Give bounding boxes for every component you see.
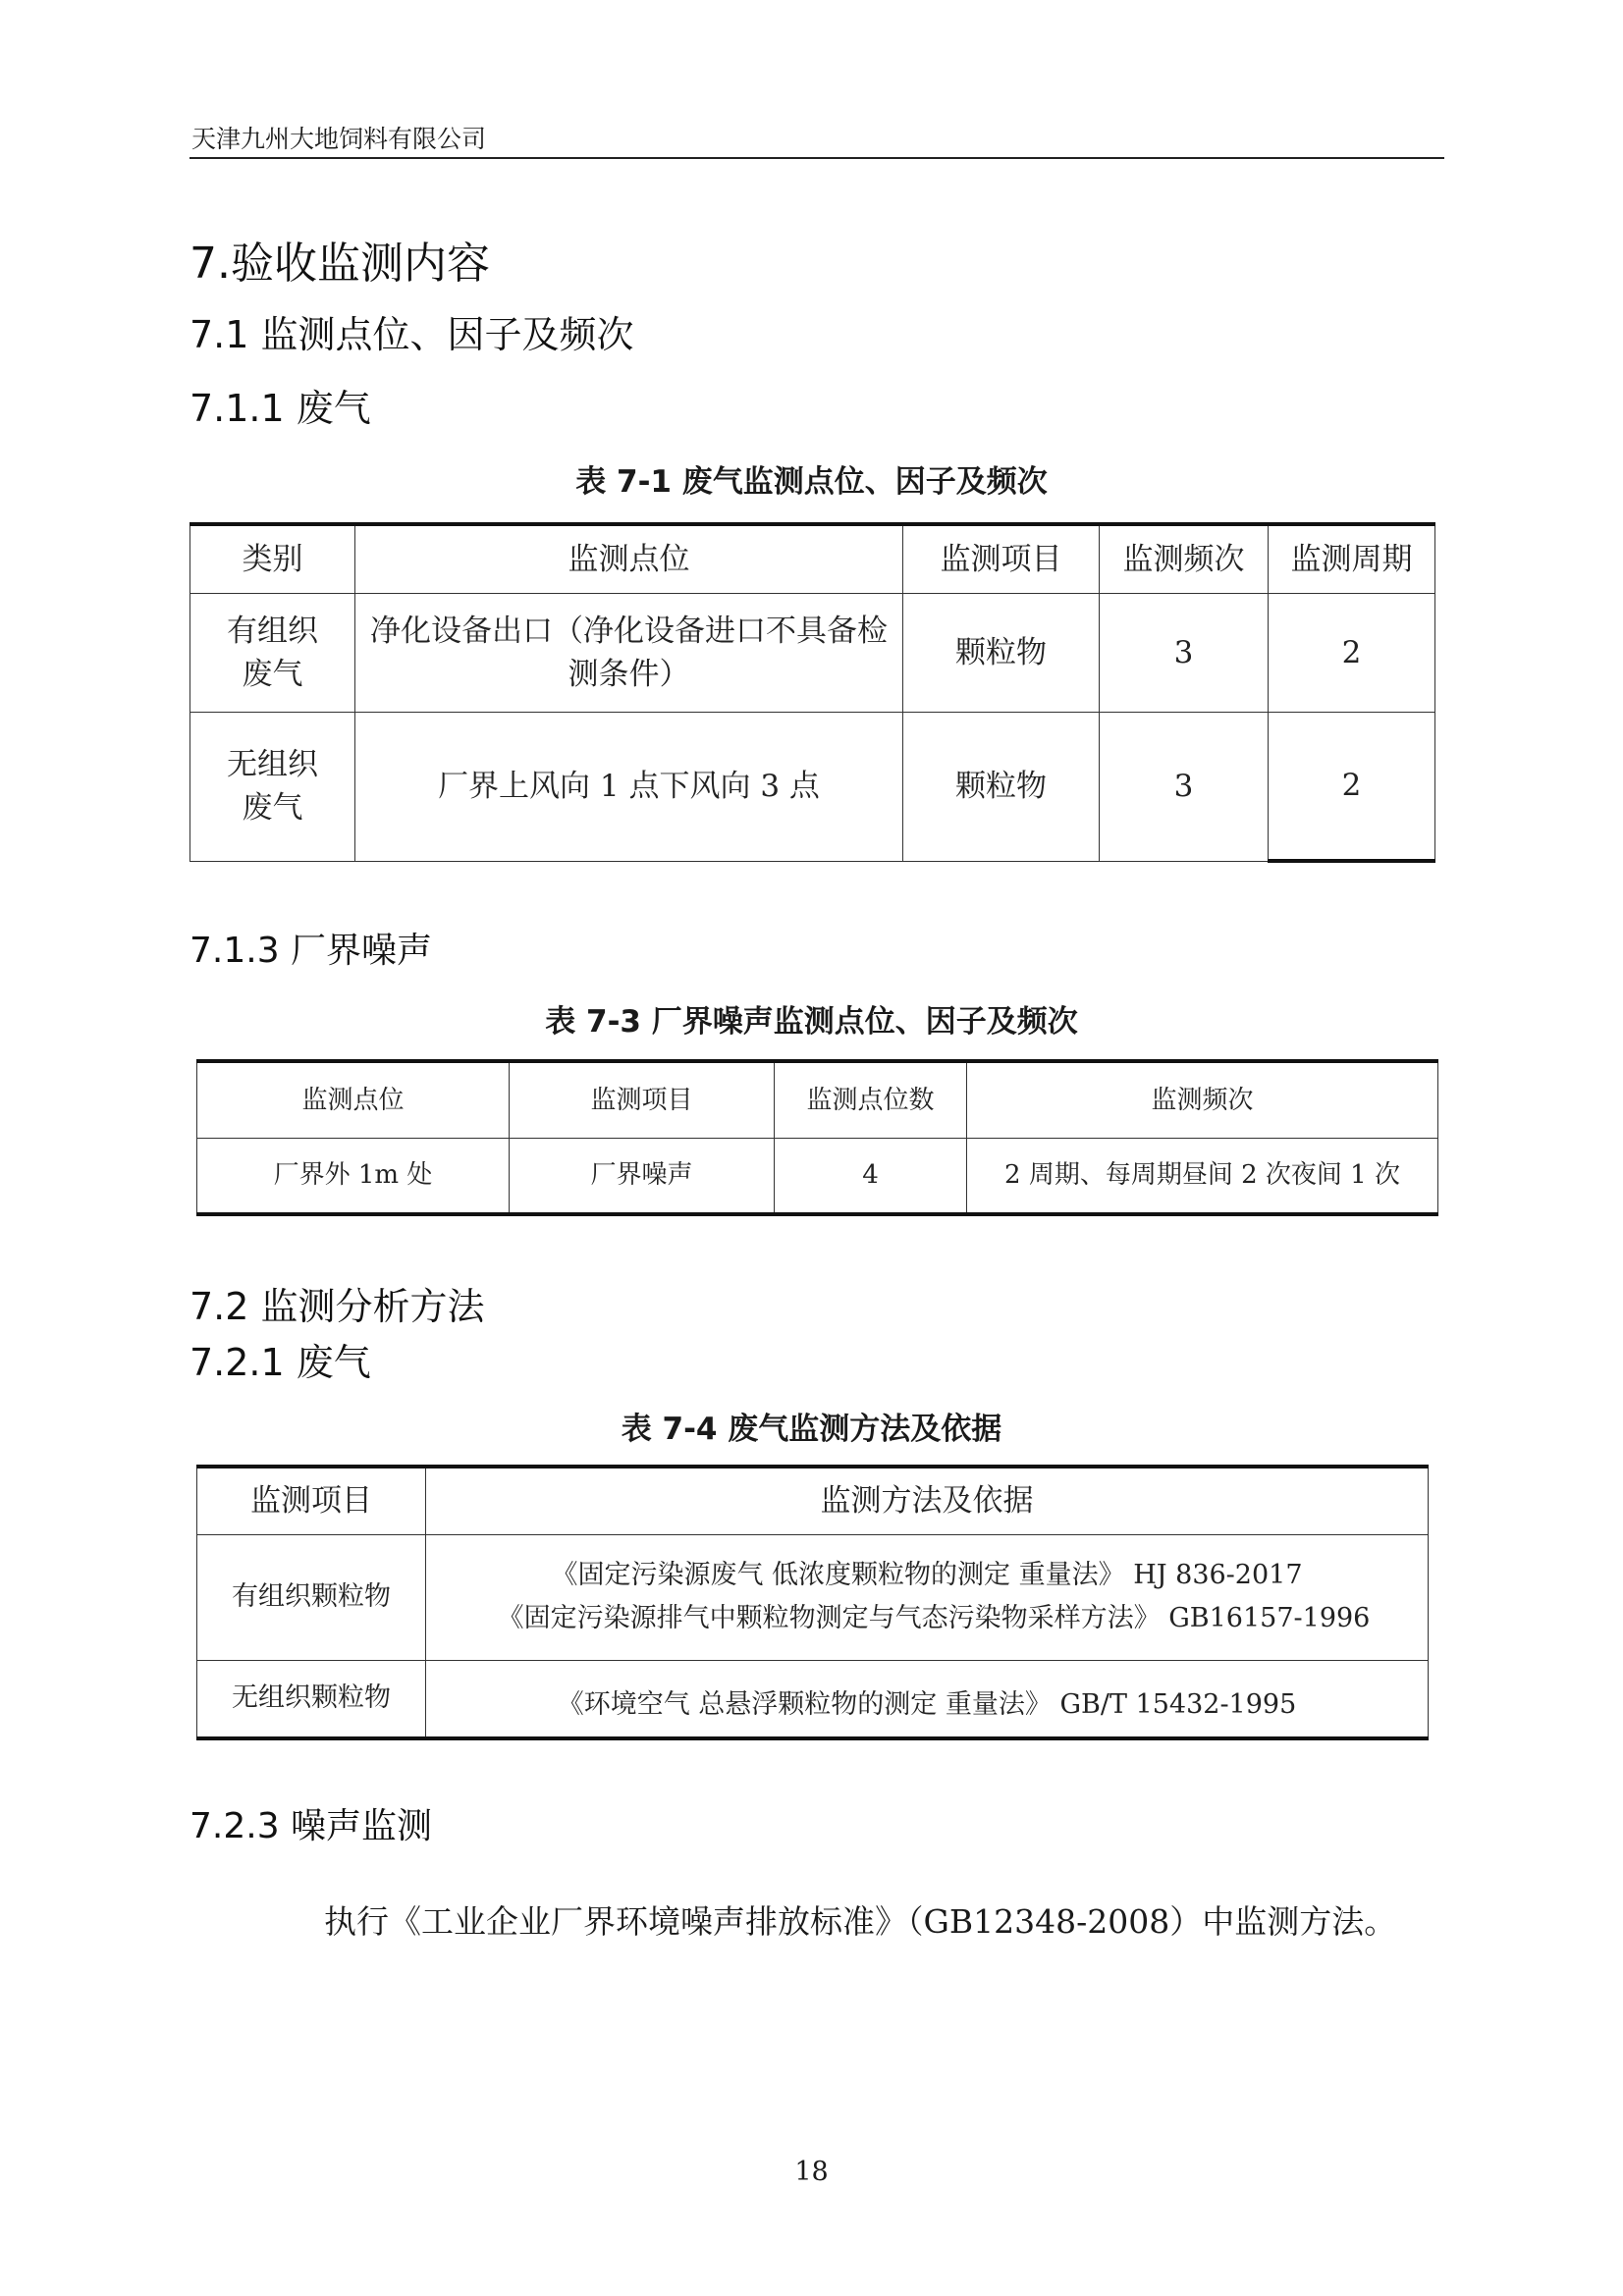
table-7-4 <box>196 1465 1429 1740</box>
table1-frequency-cell: 3 <box>1100 712 1269 861</box>
table3-methods-cell <box>426 1534 1429 1660</box>
table3-header-cell: 监测项目 <box>197 1467 426 1534</box>
table1-point-cell: 厂界上风向 1 点下风向 3 点 <box>355 712 903 861</box>
table2-header-cell: 监测项目 <box>510 1061 775 1138</box>
table3-method-line: 《固定污染源废气 低浓度颗粒物的测定 重量法》 HJ 836-2017 <box>551 1560 1303 1590</box>
table2-count-cell: 4 <box>775 1138 967 1214</box>
table2-header-row <box>197 1061 1438 1138</box>
table1-item-cell: 颗粒物 <box>903 593 1100 712</box>
table1-category-cell: 有组织废气 <box>190 593 355 712</box>
table3-header-row <box>197 1467 1429 1534</box>
table1-caption: 表 7-1 废气监测点位、因子及频次 <box>575 464 1048 500</box>
table2-frequency-cell: 2 周期、每周期昼间 2 次夜间 1 次 <box>967 1138 1438 1214</box>
table2-header-cell: 监测点位 <box>197 1061 510 1138</box>
table2-caption: 表 7-3 厂界噪声监测点位、因子及频次 <box>545 1004 1078 1040</box>
table3-method-line: 《固定污染源排气中颗粒物测定与气态污染物采样方法》 GB16157-1996 <box>497 1603 1371 1633</box>
table1-frequency-cell: 3 <box>1100 593 1269 712</box>
heading-7-1-1: 7.1.1 废气 <box>189 387 371 430</box>
table1-header-cell: 监测项目 <box>903 524 1100 593</box>
table2-header-cell: 监测频次 <box>967 1061 1438 1138</box>
table1-header-cell: 监测点位 <box>355 524 903 593</box>
table2-item-cell: 厂界噪声 <box>510 1138 775 1214</box>
table1-item-cell: 颗粒物 <box>903 712 1100 861</box>
heading-7: 7.验收监测内容 <box>189 239 490 289</box>
table2-header-cell: 监测点位数 <box>775 1061 967 1138</box>
table1-header-cell: 类别 <box>190 524 355 593</box>
table1-point-cell: 净化设备出口（净化设备进口不具备检测条件） <box>355 593 903 712</box>
table-7-1 <box>189 522 1435 863</box>
table1-category-cell: 无组织废气 <box>190 712 355 861</box>
table3-caption: 表 7-4 废气监测方法及依据 <box>621 1412 1002 1447</box>
table1-header-cell: 监测周期 <box>1269 524 1435 593</box>
header-rule <box>189 157 1444 159</box>
table-row <box>190 712 1435 861</box>
heading-7-1: 7.1 监测点位、因子及频次 <box>189 313 634 356</box>
page-header-company: 天津九州大地饲料有限公司 <box>191 125 487 153</box>
table3-method-line: 《环境空气 总悬浮颗粒物的测定 重量法》 GB/T 15432-1995 <box>557 1689 1297 1721</box>
heading-7-2-3: 7.2.3 噪声监测 <box>189 1806 433 1846</box>
table3-item-cell: 无组织颗粒物 <box>197 1660 426 1738</box>
table1-period-cell: 2 <box>1269 712 1435 861</box>
page-number: 18 <box>794 2157 829 2187</box>
table3-header-cell: 监测方法及依据 <box>426 1467 1429 1534</box>
table-row <box>190 593 1435 712</box>
table1-header-cell: 监测频次 <box>1100 524 1269 593</box>
table3-methods-cell <box>426 1660 1429 1738</box>
table-7-3 <box>196 1059 1438 1216</box>
table-row <box>197 1534 1429 1660</box>
table2-point-cell: 厂界外 1m 处 <box>197 1138 510 1214</box>
noise-method-paragraph: 执行《工业企业厂界环境噪声排放标准》（GB12348-2008）中监测方法。 <box>324 1902 1397 1941</box>
table-row <box>197 1660 1429 1738</box>
table3-item-cell: 有组织颗粒物 <box>197 1534 426 1660</box>
heading-7-1-3: 7.1.3 厂界噪声 <box>189 931 433 971</box>
table1-period-cell: 2 <box>1269 593 1435 712</box>
heading-7-2-1: 7.2.1 废气 <box>189 1341 371 1384</box>
table1-header-row <box>190 524 1435 593</box>
heading-7-2: 7.2 监测分析方法 <box>189 1285 485 1328</box>
table-row <box>197 1138 1438 1214</box>
